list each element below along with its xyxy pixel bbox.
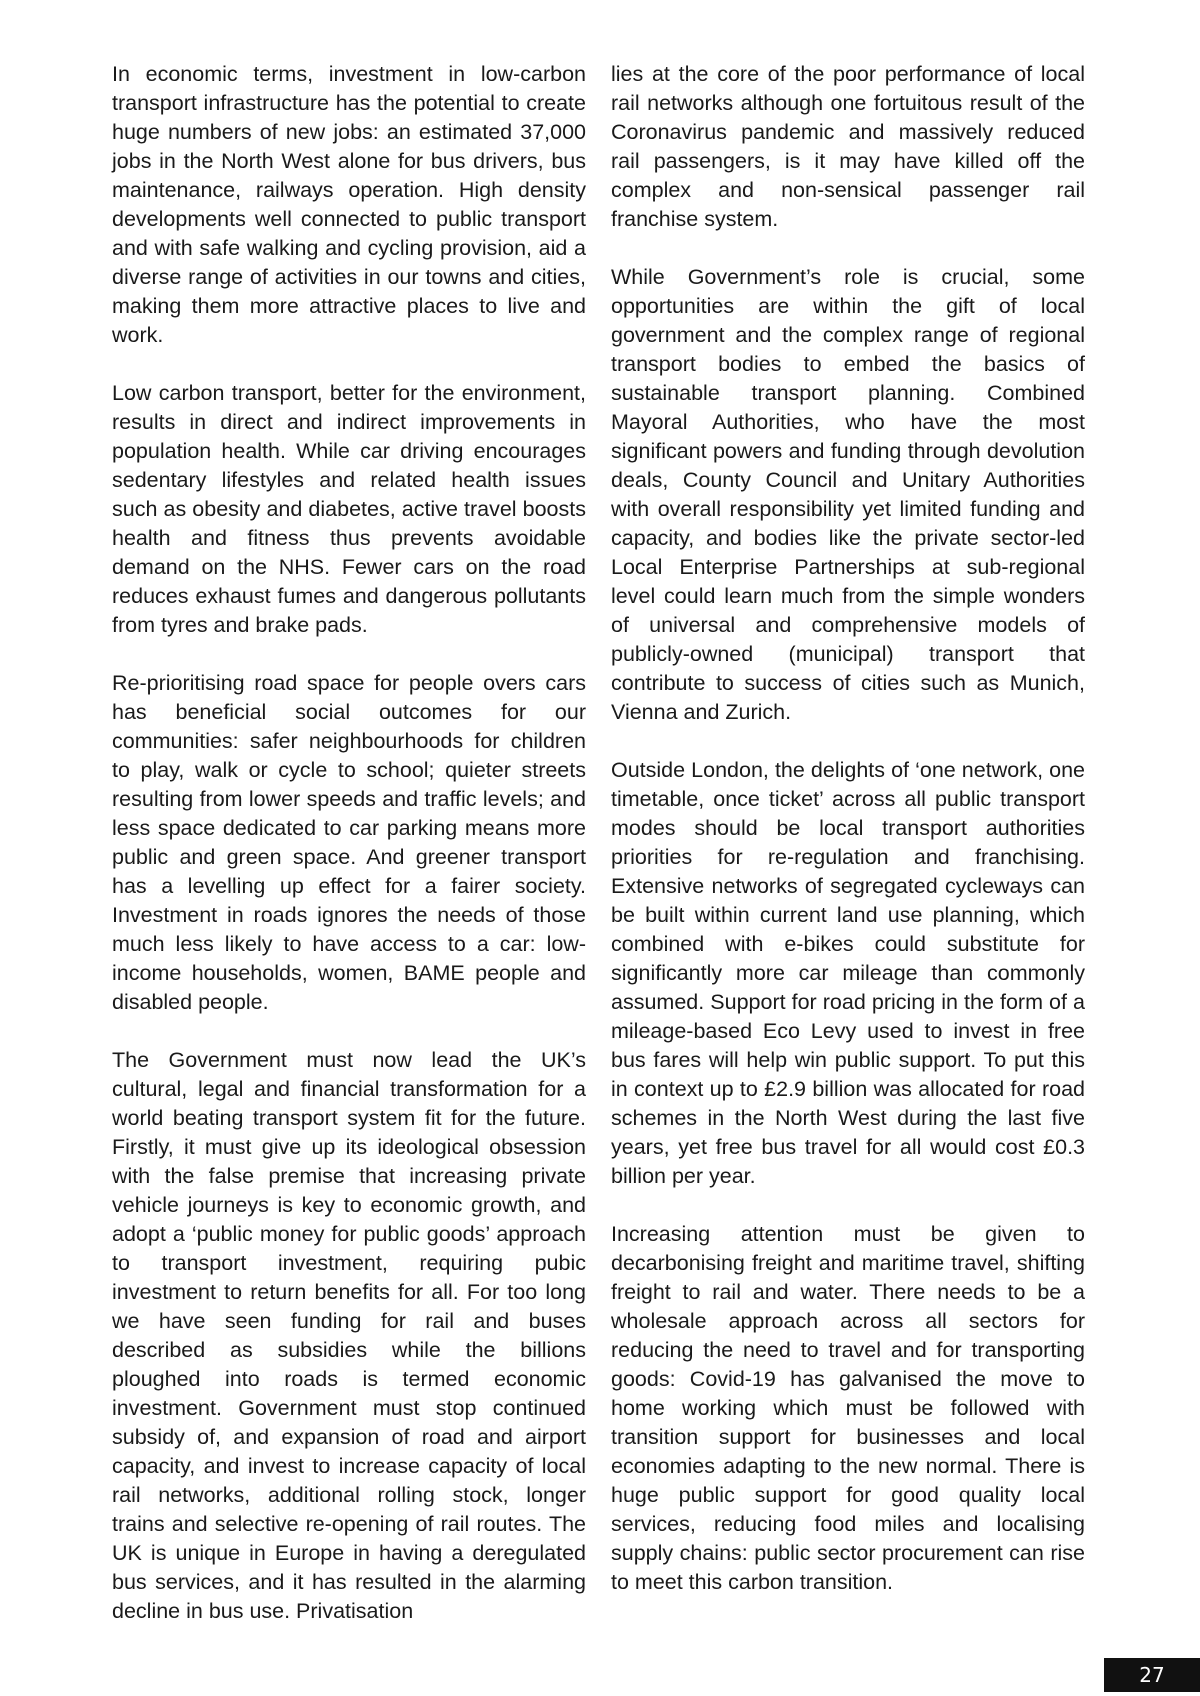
paragraph-local-government: While Government’s role is crucial, some opportunities are within the gift of local government and the complex range of regional transport bodies to embed the basics of sustainable transport planning. Combined Mayoral Authorities, who have the most significant powers and funding through devolution deals, County Council and Unitary Authorities with overall responsibility yet limited funding and capacity, and bodies like the private sector-led Local Enterprise Partnerships at sub-regional level could learn much from the simple wonders of universal and comprehensive models of publicly-owned (municipal) transport that contribute to success of cities such as Munich, Vienna and Zurich.: [611, 265, 1085, 724]
paragraph-freight: Increasing attention must be given to decarbonising freight and maritime travel, shifting freight to rail and water. There needs to be a wholesale approach across all sectors for reducing the need to travel and for transporting goods: Covid-19 has galvanised the move to home working which must be followed with transition support for businesses and local economies adapting to the new normal. There is huge public support for good quality local services, reducing food miles and localising supply chains: public sector procurement can rise to meet this carbon transition.: [611, 1222, 1085, 1594]
right-column: [611, 60, 1085, 1597]
paragraph-health: Low carbon transport, better for the environment, results in direct and indirect improvements in population health. While car driving encourages sedentary lifestyles and related health issues such as obesity and diabetes, active travel boosts health and fitness thus prevents avoidable demand on the NHS. Fewer cars on the road reduces exhaust fumes and dangerous pollutants from tyres and brake pads.: [112, 381, 586, 637]
left-column: [112, 60, 586, 1626]
page-number: 27: [1104, 1658, 1200, 1692]
paragraph-outside-london: Outside London, the delights of ‘one network, one timetable, once ticket’ across all public transport modes should be local transport authorities priorities for re-regulation and franchising. Extensive networks of segregated cycleways can be built within current land use planning, which combined with e-bikes could substitute for significantly more car mileage than commonly assumed. Support for road pricing in the form of a mileage-based Eco Levy used to invest in free bus fares will help win public support. To put this in context up to £2.9 billion was allocated for road schemes in the North West during the last five years, yet free bus travel for all would cost £0.3 billion per year.: [611, 758, 1085, 1188]
paragraph-road-space: Re-prioritising road space for people overs cars has beneficial social outcomes for our communities: safer neighbourhoods for children to play, walk or cycle to school; quieter streets resulting from lower speeds and traffic levels; and less space dedicated to car parking means more public and green space. And greener transport has a levelling up effect for a fairer society. Investment in roads ignores the needs of those much less likely to have access to a car: low-income households, women, BAME people and disabled people.: [112, 671, 586, 1014]
paragraph-privatisation: lies at the core of the poor performance of local rail networks although one fortuitous result of the Coronavirus pandemic and massively reduced rail passengers, is it may have killed off the complex and non-sensical passenger rail franchise system.: [611, 62, 1085, 231]
paragraph-jobs: In economic terms, investment in low-carbon transport infrastructure has the potential to create huge numbers of new jobs: an estimated 37,000 jobs in the North West alone for bus drivers, bus maintenance, railways operation. High density developments well connected to public transport and with safe walking and cycling provision, aid a diverse range of activities in our towns and cities, making them more attractive places to live and work.: [112, 62, 586, 347]
paragraph-government: The Government must now lead the UK’s cultural, legal and financial transformation for a world beating transport system fit for the future. Firstly, it must give up its ideological obsession with the false premise that increasing private vehicle journeys is key to economic growth, and adopt a ‘public money for public goods’ approach to transport investment, requiring pubic investment to return benefits for all. For too long we have seen funding for rail and buses described as subsidies while the billions ploughed into roads is termed economic investment. Government must stop continued subsidy of, and expansion of road and airport capacity, and invest to increase capacity of local rail networks, additional rolling stock, longer trains and selective re-opening of rail routes. The UK is unique in Europe in having a deregulated bus services, and it has resulted in the alarming decline in bus use. Privatisation: [112, 1048, 586, 1623]
